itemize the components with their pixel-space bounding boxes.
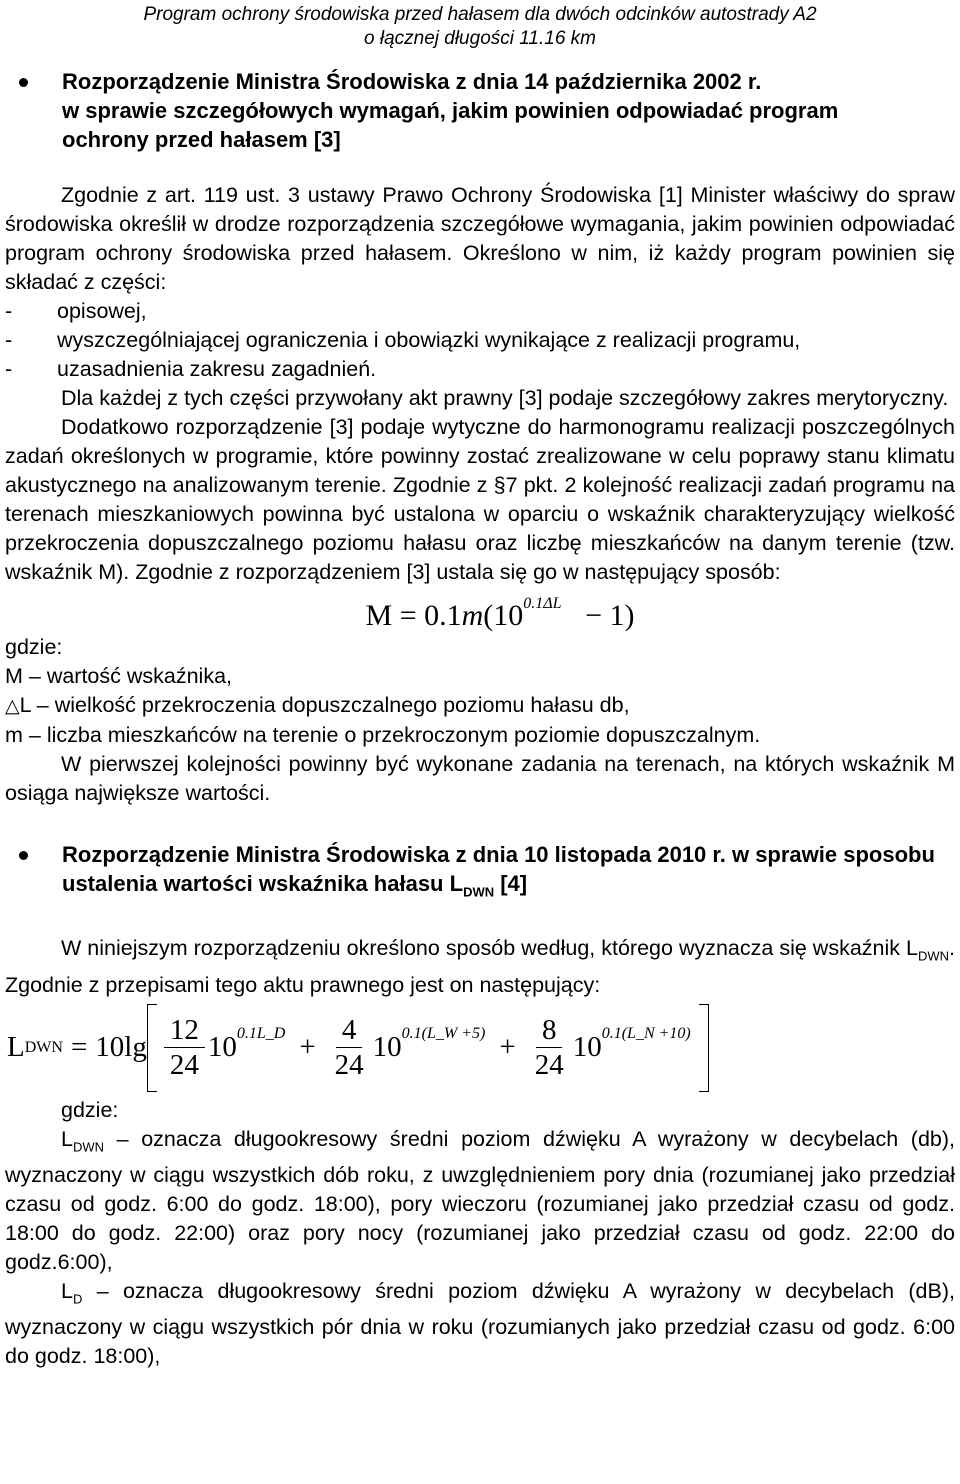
bullet-icon bbox=[19, 851, 28, 860]
section-1-title: Rozporządzenie Ministra Środowiska z dnia 14 października 2002 r. w sprawie szczegółowych wymagań, jakim powinien odpowiadać program ochrony przed hałasem [3] bbox=[5, 67, 955, 154]
paragraph: W niniejszym rozporządzeniu określono sposób według, którego wyznacza się wskaźnik $L_{DWN}$. Zgodnie z przepisami tego aktu prawnego jest on następujący: bbox=[5, 936, 955, 997]
definition-ld: $L_D$ – oznacza długookresowy średni poziom dźwięku A wyrażony w decybelach (dB), wyznaczony w ciągu wszystkich pór dnia w roku (rozumianych jako przedział czasu od godz. 6:00 do godz. 18:00), bbox=[5, 1278, 955, 1369]
paragraph: Dla każdej z tych części przywołany akt prawny [3] podaje szczegółowy zakres merytoryczny. bbox=[61, 386, 949, 410]
definition-delta-l: △L – wielkość przekroczenia dopuszczalnego poziomu hałasu db, bbox=[5, 693, 630, 717]
definition-m: M – wartość wskaźnika, bbox=[5, 664, 233, 688]
header-line-2: o łącznej długości 11.16 km bbox=[364, 28, 596, 49]
formula-m: $M = 0.1m(10^{0.1\Delta L} - 1)$ bbox=[365, 595, 635, 632]
list-item: - uzasadnienia zakresu zagadnień. bbox=[5, 357, 377, 381]
gdzie-label: gdzie: bbox=[61, 1097, 119, 1122]
formula-ldwn: L DWN = 10lg $\frac{12}{24}$ 10 0.1L_D + $\frac{4}{24}$ 10 0.1(L_W +5) + $\frac{8}{24}$ 10 0.1(L_N +10) bbox=[5, 1000, 955, 1096]
section-2-title: Rozporządzenie Ministra Środowiska z dnia 10 listopada 2010 r. w sprawie sposobu ustalenia wartości wskaźnika hałasu $L_{DWN}$ [4] bbox=[5, 840, 955, 906]
list-item: - opisowej, bbox=[5, 299, 147, 323]
paragraph: W pierwszej kolejności powinny być wykonane zadania na terenach, na których wskaźnik M osiąga największe wartości. bbox=[5, 752, 955, 805]
paragraph: Zgodnie z art. 119 ust. 3 ustawy Prawo Ochrony Środowiska [1] Minister właściwy do spraw środowiska określił w drodze rozporządzenia szczegółowe wymagania, jakim powinien odpowiadać program ochrony środowiska przed hałasem. Określono w nim, iż każdy program powinien się składać z części: bbox=[5, 183, 955, 294]
gdzie-label: gdzie: bbox=[5, 635, 63, 659]
document-body bbox=[0, 67, 960, 1371]
page-header bbox=[0, 0, 960, 51]
list-item: - wyszczególniającej ograniczenia i obowiązki wynikające z realizacji programu, bbox=[5, 328, 801, 352]
definition-m-small: m – liczba mieszkańców na terenie o przekroczonym poziomie dopuszczalnym. bbox=[5, 723, 761, 747]
definition-ldwn: $L_{DWN}$ – oznacza długookresowy średni poziom dźwięku A wyrażony w decybelach (db), wyznaczony w ciągu wszystkich dób roku, z uwzględnieniem pory dnia (rozumianej jako przedział czasu od godz. 6:00 do godz. 18:00), pory wieczoru (rozumianej jako przedział czasu od godz. 18:00 do godz. 22:00) oraz pory nocy (rozumianej jako przedział czasu od godz. 22:00 do godz.6:00), bbox=[5, 1126, 955, 1274]
bracket-left bbox=[147, 1004, 157, 1092]
paragraph: Dodatkowo rozporządzenie [3] podaje wytyczne do harmonogramu realizacji poszczególnych zadań określonych w programie, które powinny zostać zrealizowane w celu poprawy stanu klimatu akustycznego na analizowanym terenie. Zgodnie z §7 pkt. 2 kolejność realizacji zadań programu na terenach mieszkaniowych powinna być ustalona w oparciu o wskaźnik charakteryzujący wielkość przekroczenia dopuszczalnego poziomu hałasu oraz liczbę mieszkańców na danym terenie (tzw. wskaźnik M). Zgodnie z rozporządzeniem [3] ustala się go w następujący sposób: bbox=[5, 415, 955, 584]
bracket-right bbox=[699, 1004, 709, 1092]
bullet-icon bbox=[19, 78, 28, 87]
header-line-1: Program ochrony środowiska przed hałasem dla dwóch odcinków autostrady A2 bbox=[143, 4, 817, 25]
